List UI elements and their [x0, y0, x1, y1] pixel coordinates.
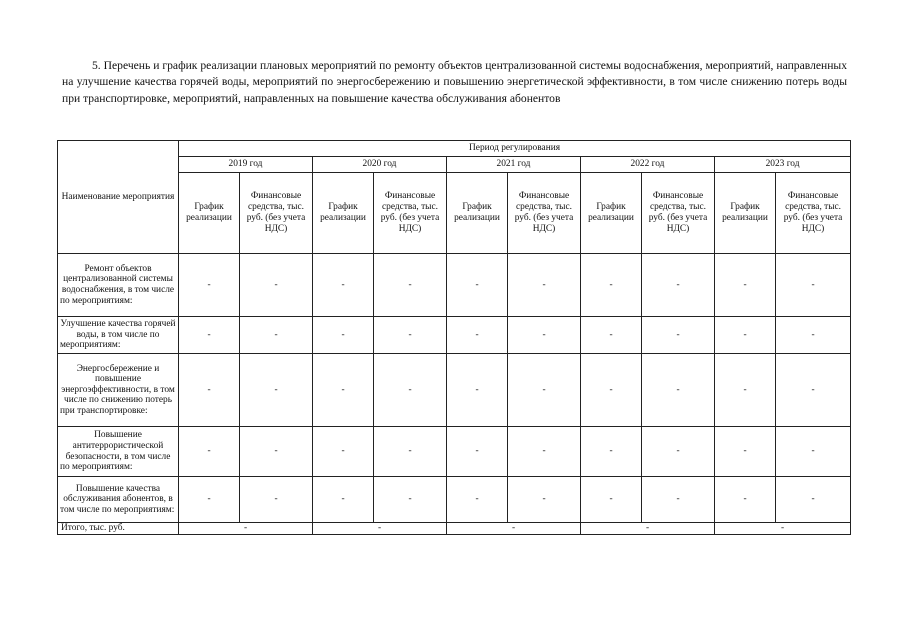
row-name: Повышение качества обслуживания абонентов, в том числе по мероприятиям: — [58, 477, 179, 523]
table-cell: - — [715, 354, 776, 427]
total-cell: - — [581, 523, 715, 535]
table-cell: - — [374, 317, 447, 354]
total-cell: - — [179, 523, 313, 535]
schedule-subheader: График реализации — [313, 173, 374, 254]
table-cell: - — [508, 317, 581, 354]
table-cell: - — [642, 317, 715, 354]
table-cell: - — [776, 317, 851, 354]
table-cell: - — [776, 254, 851, 317]
row-name: Ремонт объектов централизованной системы водоснабжения, в том числе по мероприятиям: — [58, 254, 179, 317]
period-header: Период регулирования — [179, 141, 851, 157]
finance-subheader: Финансовые средства, тыс. руб. (без учета НДС) — [776, 173, 851, 254]
table-cell: - — [508, 427, 581, 477]
table-cell: - — [374, 354, 447, 427]
table-cell: - — [581, 317, 642, 354]
total-cell: - — [313, 523, 447, 535]
table-cell: - — [313, 427, 374, 477]
table-cell: - — [240, 317, 313, 354]
table-cell: - — [715, 427, 776, 477]
table-cell: - — [642, 354, 715, 427]
total-label: Итого, тыс. руб. — [58, 523, 179, 535]
table-cell: - — [240, 427, 313, 477]
table-row — [58, 354, 851, 427]
row-name: Повышение антитеррористической безопасности, в том числе по мероприятиям: — [58, 427, 179, 477]
table-cell: - — [240, 354, 313, 427]
row-name: Энергосбережение и повышение энергоэффективности, в том числе по снижению потерь при транспортировке: — [58, 354, 179, 427]
table-cell: - — [776, 477, 851, 523]
table-cell: - — [447, 317, 508, 354]
table-cell: - — [313, 317, 374, 354]
total-cell: - — [715, 523, 851, 535]
table-cell: - — [447, 354, 508, 427]
year-header: 2021 год — [447, 157, 581, 173]
table-cell: - — [642, 477, 715, 523]
table-cell: - — [179, 354, 240, 427]
year-header: 2023 год — [715, 157, 851, 173]
year-header: 2020 год — [313, 157, 447, 173]
schedule-subheader: График реализации — [581, 173, 642, 254]
table-cell: - — [313, 254, 374, 317]
table-cell: - — [374, 477, 447, 523]
table-cell: - — [508, 354, 581, 427]
total-cell: - — [447, 523, 581, 535]
year-header: 2019 год — [179, 157, 313, 173]
table-cell: - — [642, 254, 715, 317]
table-cell: - — [581, 354, 642, 427]
table-cell: - — [179, 427, 240, 477]
table-cell: - — [581, 477, 642, 523]
total-row — [58, 523, 851, 535]
table-row — [58, 317, 851, 354]
finance-subheader: Финансовые средства, тыс. руб. (без учета НДС) — [508, 173, 581, 254]
finance-subheader: Финансовые средства, тыс. руб. (без учета НДС) — [374, 173, 447, 254]
row-name: Улучшение качества горячей воды, в том числе по мероприятиям: — [58, 317, 179, 354]
table-cell: - — [179, 477, 240, 523]
table-cell: - — [240, 254, 313, 317]
table-cell: - — [179, 254, 240, 317]
table-cell: - — [447, 254, 508, 317]
table-cell: - — [313, 354, 374, 427]
finance-subheader: Финансовые средства, тыс. руб. (без учета НДС) — [240, 173, 313, 254]
table-cell: - — [715, 254, 776, 317]
section-heading: 5. Перечень и график реализации плановых мероприятий по ремонту объектов централизованной системы водоснабжения, мероприятий, направленных на улучшение качества горячей воды, мероприятий по энергосбережению и повышению энергетической эффективности, в том числе снижению потерь воды при транспортировке, мероприятий, направленных на повышение качества обслуживания абонентов — [62, 59, 847, 105]
schedule-subheader: График реализации — [715, 173, 776, 254]
schedule-subheader: График реализации — [179, 173, 240, 254]
plan-table — [57, 140, 851, 535]
table-row — [58, 477, 851, 523]
year-header: 2022 год — [581, 157, 715, 173]
table-cell: - — [447, 427, 508, 477]
table-cell: - — [374, 427, 447, 477]
table-cell: - — [581, 427, 642, 477]
table-cell: - — [642, 427, 715, 477]
table-cell: - — [715, 317, 776, 354]
table-cell: - — [240, 477, 313, 523]
table-cell: - — [313, 477, 374, 523]
table-cell: - — [776, 427, 851, 477]
table-cell: - — [179, 317, 240, 354]
table-cell: - — [508, 477, 581, 523]
schedule-subheader: График реализации — [447, 173, 508, 254]
name-column-header: Наименование мероприятия — [58, 141, 179, 254]
table-cell: - — [508, 254, 581, 317]
table-cell: - — [447, 477, 508, 523]
table-row — [58, 254, 851, 317]
table-cell: - — [581, 254, 642, 317]
table-cell: - — [374, 254, 447, 317]
finance-subheader: Финансовые средства, тыс. руб. (без учета НДС) — [642, 173, 715, 254]
table-row — [58, 427, 851, 477]
table-cell: - — [715, 477, 776, 523]
table-cell: - — [776, 354, 851, 427]
